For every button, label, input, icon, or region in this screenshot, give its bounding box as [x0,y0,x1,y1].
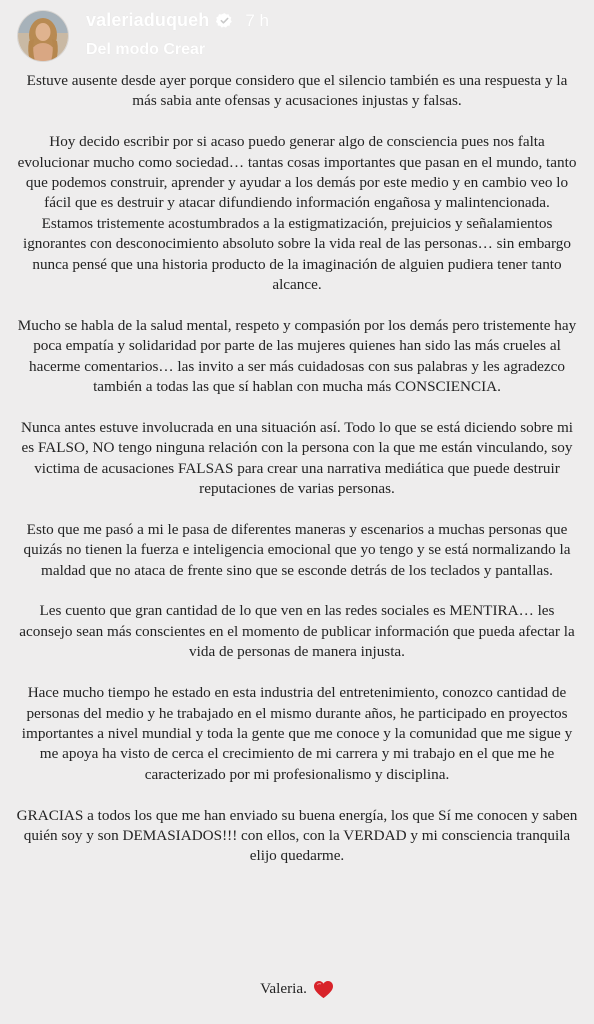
profile-avatar[interactable] [18,11,68,61]
story-paragraph: Hace mucho tiempo he estado en esta industria del entretenimiento, conozco cantidad de personas del medio y he trabajado en el mismo durante años, he participado en proyectos importantes a nivel mundial y toda la gente que me conoce y la comunidad que me sigue y me apoya ha visto de cerca el crecimiento de mi carrera y mi trabajo en el que me he caracterizado por mi profesionalismo y disciplina. [21,684,573,783]
avatar-photo [18,11,68,61]
story-paragraph: Estuve ausente desde ayer porque considero que el silencio también es una respuesta y la más sabia ante ofensas y acusaciones injustas y falsas. [26,72,568,110]
username-row [86,10,269,31]
story-paragraph: Estamos tristemente acostumbrados a la estigmatización, prejuicios y señalamientos ignorantes con desconocimiento absoluto sobre la vida real de las personas… sin embargo nunca pensé que una historia producto de la imaginación de alguien pudiera tener tanto alcance. [22,214,571,294]
story-header [0,0,594,70]
story-paragraph: Les cuento que gran cantidad de lo que ven en las redes sociales es MENTIRA… les aconsejo sean más conscientes en el momento de publicar información que pueda afectar la vida de personas de manera injusta. [19,602,575,661]
signoff-text: Valeria. [260,980,307,997]
verified-badge-icon [216,12,233,29]
story-text [14,71,580,887]
story-subtitle[interactable]: Del modo Crear [86,41,206,58]
story-paragraph: Nunca antes estuve involucrada en una situación así. Todo lo que se está diciendo sobre mi es FALSO, NO tengo ninguna relación con la persona con la que me están vinculando, soy victima de acusaciones FALSAS para crear una narrativa mediática que puede destruir reputaciones de varias personas. [21,418,573,498]
story-paragraph: Hoy decido escribir por si acaso puedo generar algo de consciencia pues nos falta evolucionar mucho como sociedad… tantas cosas importantes que pasan en el mundo, tanto que podemos construir, aprender y ayudar a los demás por este medio y en cambio veo lo fácil que es destruir y atacar difundiendo información engañosa y malintencionada. [17,133,577,212]
story-paragraph: GRACIAS a todos los que me han enviado su buena energía, los que Sí me conocen y saben quién soy y son DEMASIADOS!!! con ellos, con la VERDAD y mi consciencia tranquila elijo quedarme. [16,806,578,865]
story-paragraph: Esto que me pasó a mi le pasa de diferentes maneras y escenarios a muchas personas que quizás no tienen la fuerza e inteligencia emocional que yo tengo y se está normalizando la maldad que no ataca de frente sino que se esconde detrás de los teclados y pantallas. [23,520,571,579]
signoff [0,978,594,1000]
post-time: 7 h [245,10,269,30]
username[interactable]: valeriaduqueh [86,10,210,30]
story-paragraph: Mucho se habla de la salud mental, respeto y compasión por los demás pero tristemente hay poca empatía y solidaridad por parte de las mujeres quienes han sido las más crueles al hacerme comentarios… las invito a ser más cuidadosas con sus palabras y les agradezco también a todas las que sí hablan con mucha más CONSCIENCIA. [17,316,577,396]
red-heart-icon [313,980,334,999]
